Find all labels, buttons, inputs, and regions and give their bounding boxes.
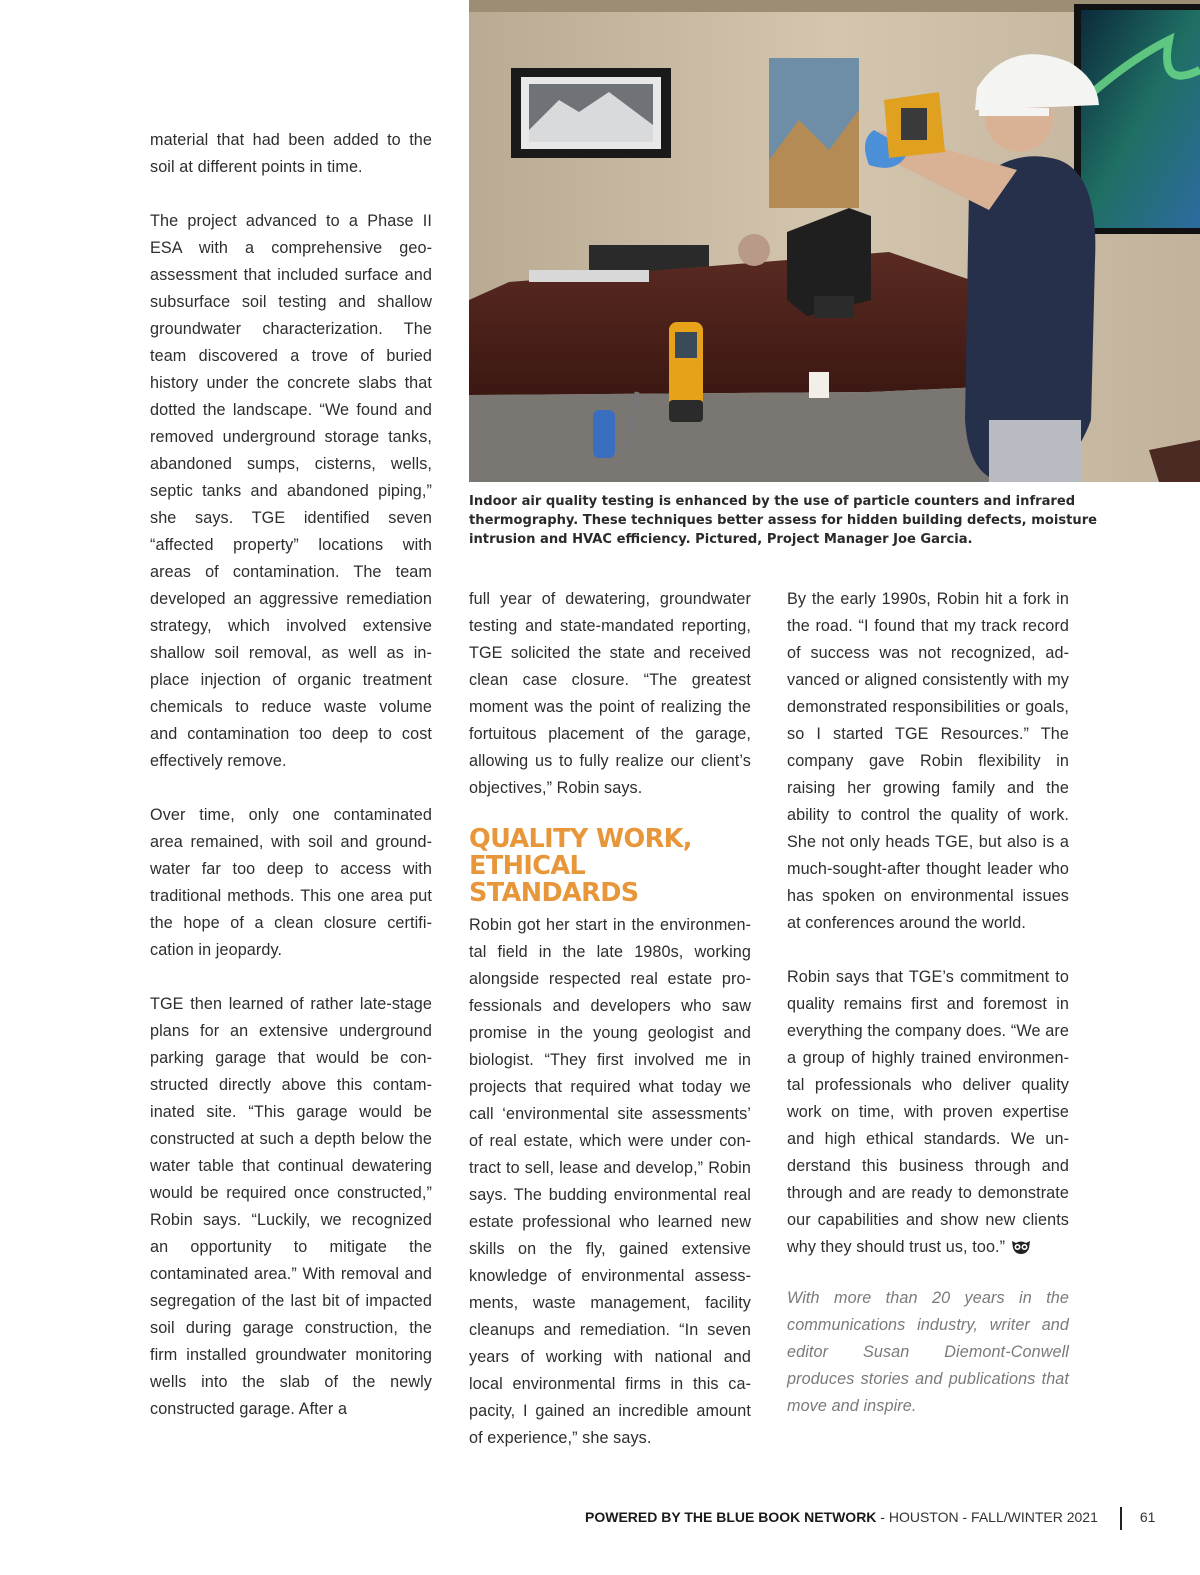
article-column-3 [787,586,1069,1420]
paragraph: By the early 1990s, Robin hit a fork in the road. “I found that my track record of success was not recognized, advanced or aligned consistently with my demonstrated responsibilities or goals, so I started TGE Resources.” The company gave Robin flexibility in raising her growing family and the ability to control the quality of work. She not only heads TGE, but also is a much-sought-after thought leader who has spoken on environmental issues at conferences around the world. [787,590,1069,932]
article-column-2 [469,586,751,1452]
page-number: 61 [1139,1509,1156,1525]
paragraph: full year of dewatering, groundwater testing and state-mandated reporting, TGE solicited the state and received clean case closure. “The greatest moment was the point of realizing the fortuitous placement of the garage, allowing us to fully realize our client’s objectives,” Robin says. [469,590,751,797]
footer-divider [1120,1507,1122,1530]
paragraph: Over time, only one contaminated area remained, with soil and groundwater far too deep to access with traditional methods. This one area put the hope of a clean closure certification in jeopardy. [150,806,432,959]
paragraph: material that had been added to the soil at different points in time. [150,131,432,176]
paragraph: Robin got her start in the environmental field in the late 1980s, working alongside respected real estate professionals and developers who saw promise in the young geologist and biologist. “They first involved me in projects that required what today we call ‘environmental site assessments’ of real estate, which were under contract to sell, lease and develop,” Robin says. The budding environmental real estate professional who learned new skills on the fly, gained extensive knowledge of environmental assessments, waste management, facility cleanups and remediation. “In seven years of working with national and local environmental firms in this capacity, I gained an incredible amount of experience,” she says. [469,916,751,1447]
article-photo [469,0,1200,482]
paragraph: TGE then learned of rather late-stage plans for an extensive underground parking garage that would be constructed directly above this contaminated site. “This garage would be constructed at such a depth below the water table that continual dewatering would be required once constructed,” Robin says. “Luckily, we recognized an opportunity to mitigate the contaminated area.” With removal and segregation of the last bit of impacted soil during garage construction, the firm installed groundwater monitoring wells into the slab of the newly constructed garage. After a [150,995,432,1418]
section-heading-line-2: ETHICAL STANDARDS [469,851,639,908]
section-heading-line-1: QUALITY WORK, [469,824,692,854]
paragraph-text: Robin says that TGE’s commitment to quality remains first and foremost in everything the company does. “We are a group of highly trained environmental professionals who deliver quality work on time, with proven expertise and high ethical standards. We understand this business through and through and are ready to demonstrate our capabilities and show new clients why they should trust us, too.” [787,968,1069,1256]
footer-network: POWERED BY THE BLUE BOOK NETWORK [585,1509,877,1525]
article-column-1 [150,127,432,1423]
paragraph: The project advanced to a Phase II ESA with a comprehensive geoassessment that included surface and subsurface soil testing and shallow groundwater characterization. The team discovered a trove of buried history under the concrete slabs that dotted the landscape. “We found and removed underground storage tanks, abandoned sumps, cisterns, wells, septic tanks and abandoned piping,” she says. TGE identified seven “affected property” locations with areas of contamination. The team developed an aggressive remediation strategy, which involved extensive shallow soil removal, as well as in-place injection of organic treatment chemicals to reduce waste volume and contamination too deep to cost effectively remove. [150,212,432,770]
author-byline: With more than 20 years in the communications industry, writer and editor Susan Diemont-Conwell produces stories and publications that move and inspire. [787,1289,1069,1415]
photo-caption: Indoor air quality testing is enhanced by the use of particle counters and infrared thermography. These techniques better assess for hidden building defects, moisture intrusion and HVAC efficiency. Pictured, Project Manager Joe Garcia. [469,494,1098,547]
paragraph-with-end-mark [787,964,1069,1264]
footer-edition: - HOUSTON - FALL/WINTER 2021 [876,1509,1098,1525]
owl-icon [1011,1237,1031,1264]
page-footer [585,1505,1155,1529]
section-heading [469,826,751,907]
